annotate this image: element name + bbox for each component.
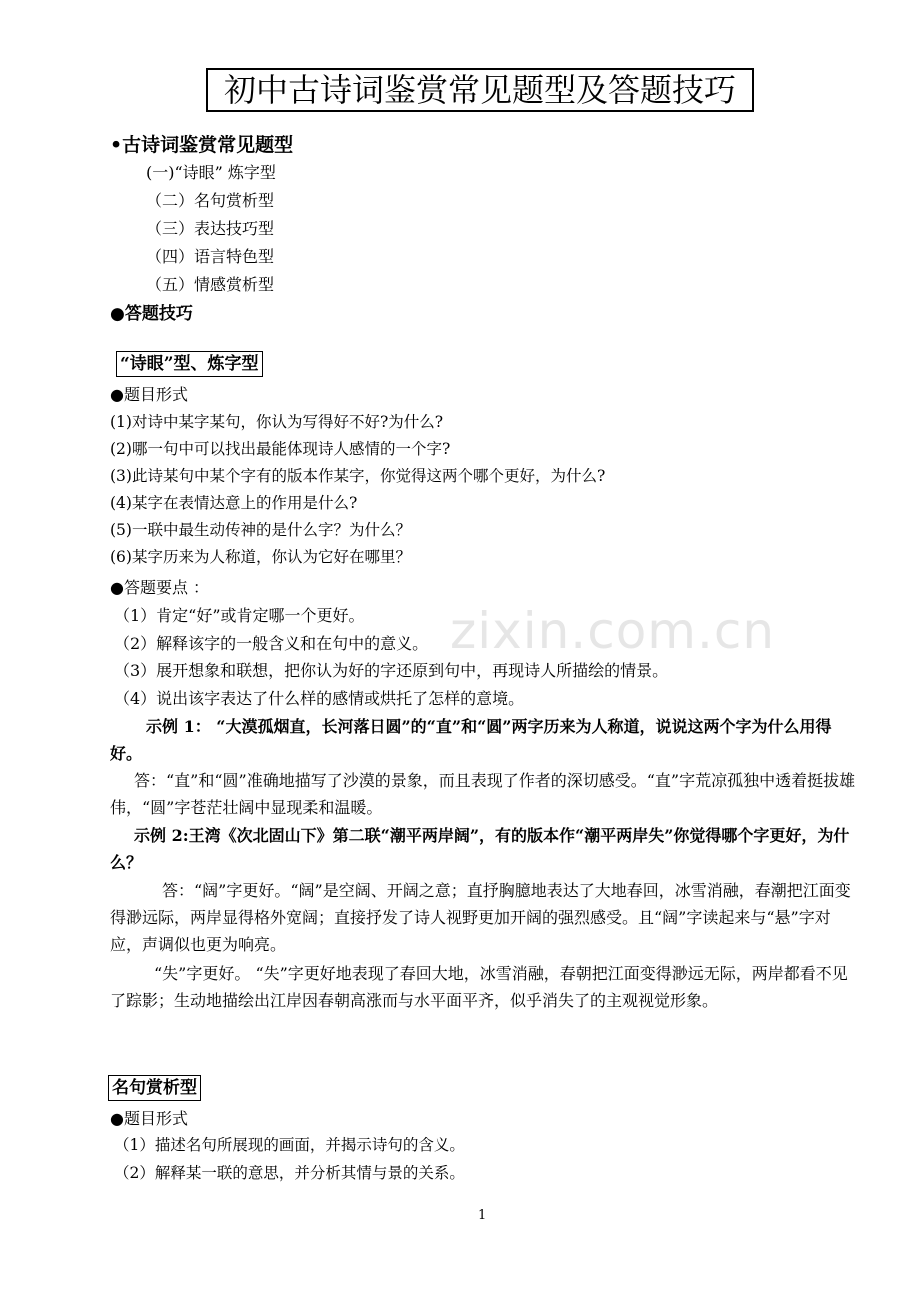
subsection-title-mingju: 名句赏析型 [108,1075,201,1101]
answer-points-label: ●答题要点 ： [110,578,210,597]
question-item: (3)此诗某句中某个字有的版本作某字，你觉得这两个哪个更好，为什么? [110,467,606,485]
answer-point: （3）展开想象和联想，把你认为好的字还原到句中，再现诗人所描绘的情景。 [114,661,669,680]
type-list-item: (一)“诗眼” 炼字型 [146,163,276,182]
answer-point: （2）解释该字的一般含义和在句中的意义。 [114,634,429,653]
answer-point: （1）肯定“好”或肯定哪一个更好。 [114,606,365,625]
page-title: 初中古诗词鉴赏常见题型及答题技巧 [206,68,754,112]
question-item: (2)哪一句中可以找出最能体现诗人感情的一个字? [110,440,451,458]
example-2-question: 示例 2:王湾《次北固山下》第二联“潮平两岸阔”，有的版本作“潮平两岸失”你觉得哪个字更好，为什么？ [110,826,850,872]
example-2-answer-shi: “失”字更好。 “失”字更好地表现了春回大地，冰雪消融，春朝把江面变得渺远无际，两岸都看不见了踪影；生动地描绘出江岸因春朝高涨而与水平面平齐，似乎消失了的主观视觉形象。 [110,964,848,1010]
question-form-label: ●题目形式 [110,1109,188,1128]
answer-point: （4）说出该字表达了什么样的感情或烘托了怎样的意境。 [114,689,525,708]
example-1-question: 示例 1： “大漠孤烟直，长河落日圆”的“直”和“圆”两字历来为人称道，说说这两个字为什么用得好。 [110,717,832,763]
question-item: (6)某字历来为人称道，你认为它好在哪里？ [110,548,411,566]
type-list-item: （五）情感赏析型 [146,275,275,294]
question-item: (1)对诗中某字某句，你认为写得好不好?为什么? [110,413,444,431]
page-number: 1 [478,1208,487,1223]
question-item: (5)一联中最生动传神的是什么字？为什么？ [110,521,411,539]
question-item: （2）解释某一联的意思，并分析其情与景的关系。 [114,1164,465,1182]
example-1-answer: 答：“直”和“圆”准确地描写了沙漠的景象，而且表现了作者的深切感受。“直”字荒凉孤独中透着挺拔雄伟，“圆”字苍茫壮阔中显现柔和温暖。 [110,771,856,817]
type-list-item: （四）语言特色型 [146,247,275,266]
question-item: （1）描述名句所展现的画面，并揭示诗句的含义。 [114,1136,465,1154]
section-heading-question-types: •古诗词鉴赏常见题型 [110,134,294,156]
example-2-answer-kuo: 答：“阔”字更好。“阔”是空阔、开阔之意；直抒胸臆地表达了大地春回，冰雪消融，春潮把江面变得渺远际，两岸显得格外宽阔；直接抒发了诗人视野更加开阔的强烈感受。且“阔”字读起来与“悬”字对应，声调似也更为响亮。 [110,881,851,954]
watermark: zixin.com.cn [450,602,776,660]
question-item: (4)某字在表情达意上的作用是什么? [110,494,358,512]
question-form-label: ●题目形式 [110,385,188,404]
type-list-item: （二）名句赏析型 [146,191,275,210]
subsection-title-shiyan: “诗眼”型、炼字型 [116,351,263,377]
section-heading-answer-tips: ●答题技巧 [110,304,193,324]
type-list-item: （三）表达技巧型 [146,219,275,238]
